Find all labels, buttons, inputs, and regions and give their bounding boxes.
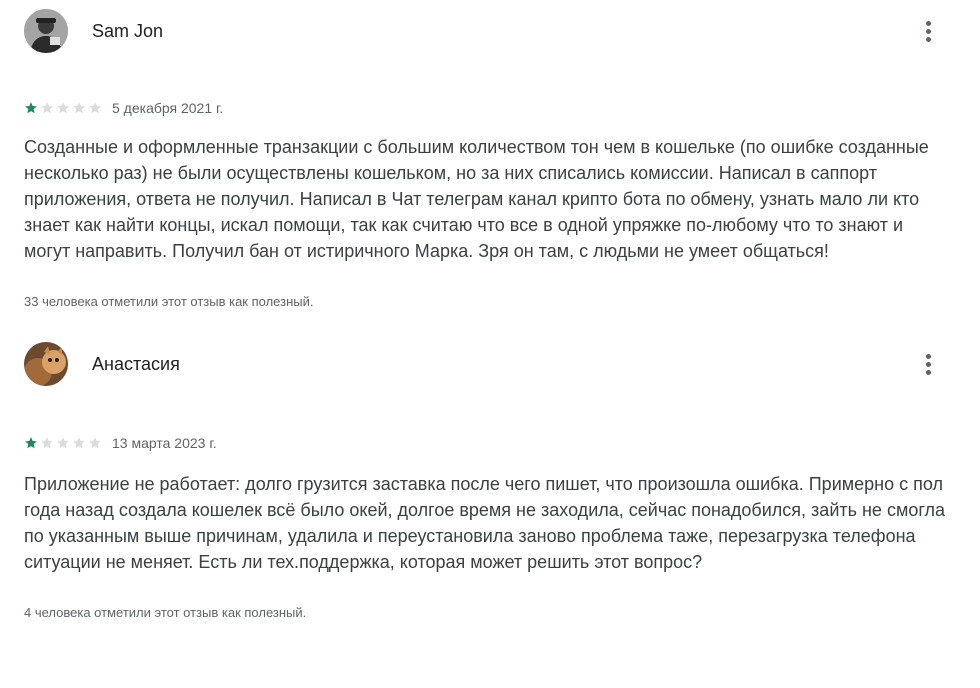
star-empty-icon bbox=[40, 101, 54, 115]
star-empty-icon bbox=[88, 436, 102, 450]
review-header bbox=[24, 339, 956, 389]
star-empty-icon bbox=[40, 436, 54, 450]
star-rating bbox=[24, 436, 102, 450]
review-author: Sam Jon bbox=[92, 20, 164, 41]
star-empty-icon bbox=[72, 101, 86, 115]
review-header bbox=[24, 6, 956, 56]
review-date: 13 марта 2023 г. bbox=[112, 435, 217, 451]
star-empty-icon bbox=[88, 101, 102, 115]
avatar bbox=[24, 9, 68, 53]
star-filled-icon bbox=[24, 436, 38, 450]
review-text: Приложение не работает: долго грузится заставка после чего пишет, что произошла ошибка. Примерно с пол года назад создала кошелек всё было окей, долгое время не заходила, сейчас понадобился, зайть не смогла по указанным выше причинам, удалила и переустановила заново проблема таже, перезагрузка телефона ситуации не меняет. Есть ли тех.поддержка, которая может решить этот вопрос? bbox=[24, 474, 946, 572]
star-empty-icon bbox=[56, 436, 70, 450]
more-options-button[interactable] bbox=[918, 349, 938, 379]
avatar bbox=[24, 342, 68, 386]
user-photo-icon bbox=[24, 9, 68, 53]
review-text: Созданные и оформленные транзакции с большим количеством тон чем в кошельке (по ошибке созданные несколько раз) не были осуществлены кошельком, но за них списались комиссии. Написал в саппорт приложения, ответа не получил. Написал в Чат телеграм канал крипто бота по обмену, узнать мало ли кто знает как найти концы, искал помощи, так как считаю что все в одной упряжке по-любому что то знают и могут направить. Получил бан от истиричного Марка. Зря он там, с людьми не умеет общаться! bbox=[24, 137, 929, 261]
star-empty-icon bbox=[72, 436, 86, 450]
star-rating bbox=[24, 101, 102, 115]
user-photo-icon bbox=[24, 342, 68, 386]
star-empty-icon bbox=[56, 101, 70, 115]
more-vert-icon bbox=[926, 21, 931, 26]
review-card bbox=[0, 309, 980, 620]
more-vert-icon bbox=[926, 354, 931, 359]
helpful-count: 4 человека отметили этот отзыв как полезный. bbox=[24, 605, 307, 620]
review-meta bbox=[24, 433, 956, 453]
review-meta bbox=[24, 98, 956, 118]
review-card bbox=[0, 0, 980, 309]
star-filled-icon bbox=[24, 101, 38, 115]
helpful-count: 33 человека отметили этот отзыв как полезный. bbox=[24, 294, 314, 309]
review-author: Анастасия bbox=[92, 353, 180, 374]
more-options-button[interactable] bbox=[918, 16, 938, 46]
review-date: 5 декабря 2021 г. bbox=[112, 100, 224, 116]
